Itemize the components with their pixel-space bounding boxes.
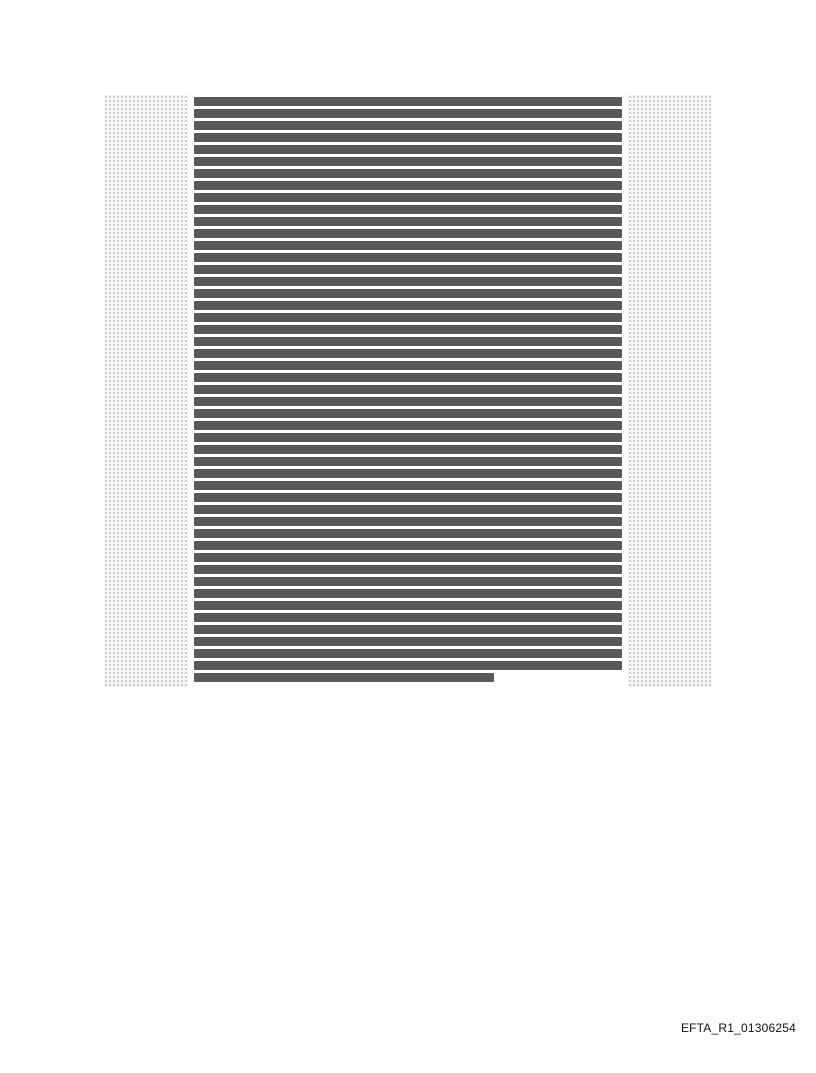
text-line (194, 445, 622, 454)
text-line (194, 205, 622, 214)
text-line (194, 457, 622, 466)
text-line (194, 145, 622, 154)
text-line (194, 265, 622, 274)
text-line (194, 157, 622, 166)
text-line (194, 625, 622, 634)
text-line (194, 673, 494, 682)
text-line (194, 289, 622, 298)
text-line (194, 649, 622, 658)
text-line (194, 385, 622, 394)
text-line (194, 133, 622, 142)
text-line (194, 313, 622, 322)
text-line (194, 661, 622, 670)
text-line (194, 373, 622, 382)
text-line (194, 349, 622, 358)
text-line (194, 601, 622, 610)
text-line (194, 565, 622, 574)
text-line (194, 433, 622, 442)
text-line (194, 361, 622, 370)
text-line (194, 409, 622, 418)
text-line (194, 637, 622, 646)
text-line (194, 337, 622, 346)
text-line (194, 421, 622, 430)
text-line (194, 577, 622, 586)
text-line (194, 541, 622, 550)
text-line (194, 301, 622, 310)
text-line (194, 217, 622, 226)
text-line (194, 193, 622, 202)
text-line (194, 97, 622, 106)
text-line (194, 253, 622, 262)
left-dotted-margin (104, 95, 188, 687)
text-line (194, 493, 622, 502)
text-line (194, 469, 622, 478)
text-line (194, 169, 622, 178)
text-line (194, 241, 622, 250)
text-line (194, 529, 622, 538)
text-line (194, 109, 622, 118)
text-line (194, 325, 622, 334)
text-line (194, 553, 622, 562)
text-line (194, 505, 622, 514)
document-identifier: EFTA_R1_01306254 (680, 1021, 796, 1035)
text-line (194, 613, 622, 622)
text-line (194, 121, 622, 130)
text-line (194, 517, 622, 526)
text-line (194, 589, 622, 598)
right-dotted-margin (628, 95, 712, 687)
text-line (194, 181, 622, 190)
body-text-block (188, 95, 628, 687)
text-line (194, 481, 622, 490)
text-line (194, 397, 622, 406)
text-line (194, 229, 622, 238)
text-line (194, 277, 622, 286)
